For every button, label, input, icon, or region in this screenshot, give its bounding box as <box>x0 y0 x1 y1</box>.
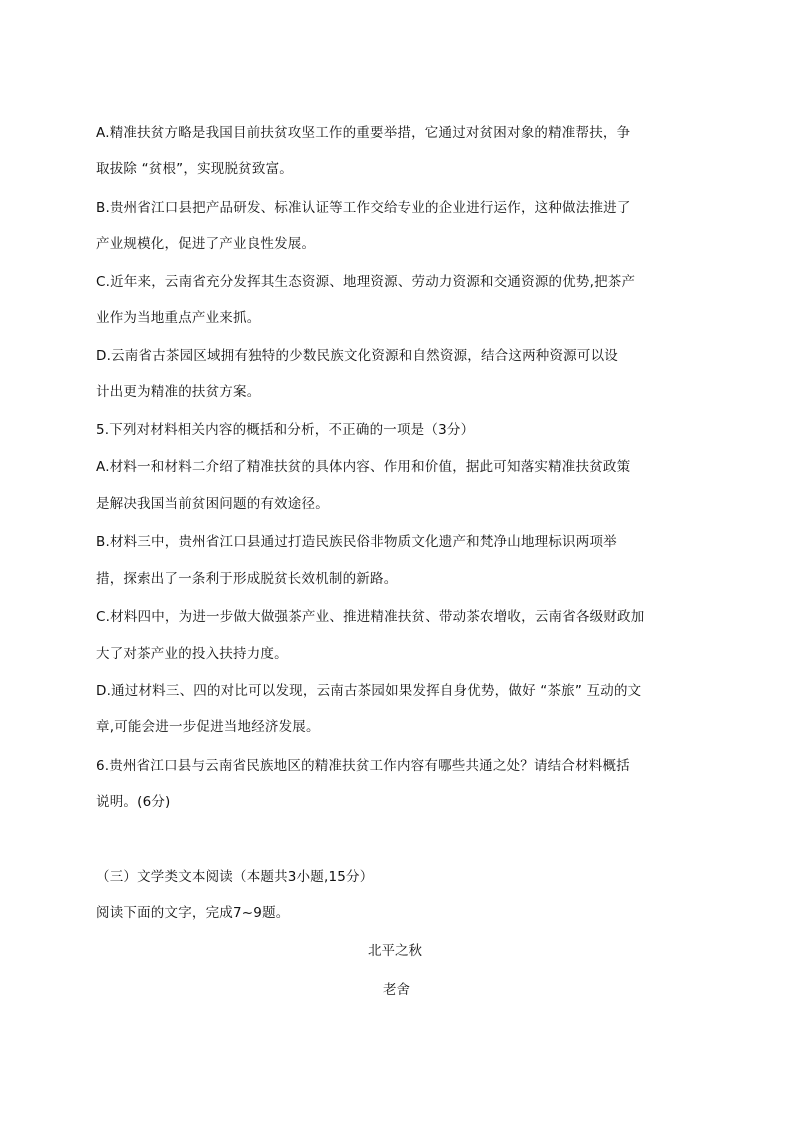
passage-title: 北平之秋 <box>368 943 422 959</box>
q4-option-a-line1: A.精准扶贫方略是我国目前扶贫攻坚工作的重要举措，它通过对贫困对象的精准帮扶，争 <box>96 125 631 141</box>
q5-option-b-line2: 措，探索出了一条利于形成脱贫长效机制的新路。 <box>96 571 398 587</box>
q4-option-d-line2: 计出更为精准的扶贫方案。 <box>96 384 261 400</box>
section3-heading: （三）文学类文本阅读（本题共3小题,15分） <box>96 869 374 885</box>
q4-option-b-line1: B.贵州省江口县把产品研发、标准认证等工作交给专业的企业进行运作，这种做法推进了 <box>96 200 631 216</box>
q6-line1: 6.贵州省江口县与云南省民族地区的精准扶贫工作内容有哪些共通之处？请结合材料概括 <box>96 758 630 774</box>
q5-stem: 5.下列对材料相关内容的概括和分析，不正确的一项是（3分） <box>96 422 475 438</box>
section3-instruction: 阅读下面的文字，完成7~9题。 <box>96 905 290 921</box>
q5-option-d-line1: D.通过材料三、四的对比可以发现，云南古茶园如果发挥自身优势，做好 “茶旅” 互动的文 <box>96 683 642 699</box>
q6-line2: 说明。(6分) <box>96 794 171 810</box>
passage-author: 老舍 <box>383 982 410 998</box>
q4-option-b-line2: 产业规模化，促进了产业良性发展。 <box>96 236 316 252</box>
q4-option-c-line1: C.近年来，云南省充分发挥其生态资源、地理资源、劳动力资源和交通资源的优势,把茶产 <box>96 274 636 290</box>
q4-option-a-line2: 取拔除 “贫根”，实现脱贫致富。 <box>96 161 293 177</box>
q5-option-c-line1: C.材料四中，为进一步做大做强茶产业、推进精准扶贫、带动茶农增收，云南省各级财政加 <box>96 609 645 625</box>
q5-option-d-line2: 章,可能会进一步促进当地经济发展。 <box>96 719 320 735</box>
q4-option-d-line1: D.云南省古茶园区域拥有独特的少数民族文化资源和自然资源，结合这两种资源可以设 <box>96 348 618 364</box>
q5-option-b-line1: B.材料三中，贵州省江口县通过打造民族民俗非物质文化遗产和梵净山地理标识两项举 <box>96 534 617 550</box>
q4-option-c-line2: 业作为当地重点产业来抓。 <box>96 310 261 326</box>
q5-option-c-line2: 大了对茶产业的投入扶持力度。 <box>96 646 288 662</box>
q5-option-a-line2: 是解决我国当前贫困问题的有效途径。 <box>96 496 329 512</box>
q5-option-a-line1: A.材料一和材料二介绍了精准扶贫的具体内容、作用和价值，据此可知落实精准扶贫政策 <box>96 459 631 475</box>
